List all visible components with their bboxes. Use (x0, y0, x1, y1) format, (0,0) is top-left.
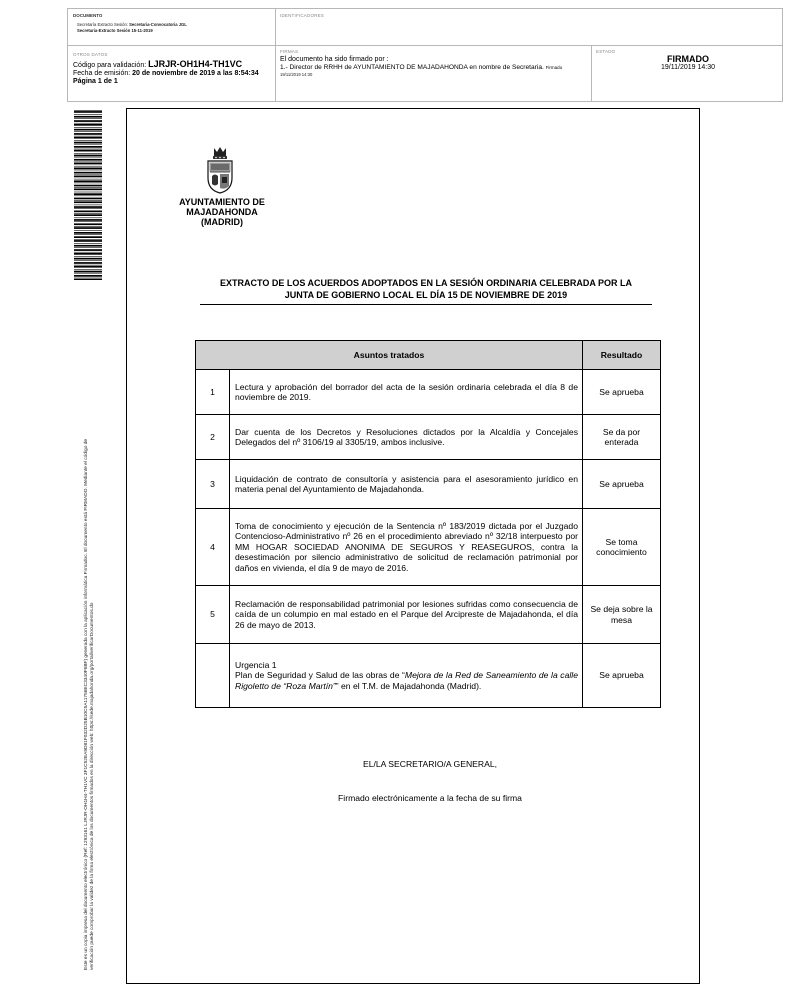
signature-role: EL/LA SECRETARIO/A GENERAL, (362, 759, 498, 769)
row-number: 5 (196, 586, 230, 644)
fecha-emision: 20 de noviembre de 2019 a las 8:54:34 (132, 70, 259, 77)
row-result: Se aprueba (583, 460, 661, 509)
row-number: 3 (196, 460, 230, 509)
fecha-prefix: Fecha de emisión: (73, 70, 133, 77)
org-line3: (MADRID) (201, 217, 243, 227)
firmas-line1: El documento ha sido firmado por : (280, 56, 389, 63)
table-row (196, 644, 661, 708)
organization-name (170, 197, 274, 227)
header-resultado: Resultado (583, 341, 661, 370)
estado-label: ESTADO (596, 49, 616, 54)
agreements-table (195, 340, 661, 708)
estado-cell (596, 49, 780, 71)
row-text: Dar cuenta de los Decretos y Resoluciones dictados por la Alcaldía y Concejales Delegados del nº 3106/19 al 3305/19, ambos inclusive. (230, 415, 583, 460)
identificadores-label: IDENTIFICADORES (280, 13, 325, 18)
urgencia-italic: Mejora de la Red de Saneamiento de la calle Rigoletto de “Roza Martín” (235, 670, 578, 691)
org-line2: MAJADAHONDA (186, 207, 258, 217)
row-number: 1 (196, 370, 230, 415)
coat-of-arms-icon (205, 146, 235, 194)
side-text-line1: Este es un copia impresa del documento electrónico (Ref: 1293161 LJRJR-OH1H4-TH1VC 3F1C52EA9D81F032D25B10C5A11756EC3340F6BF) generada con la aplicación informática Firmadoc. El documento está FIRMADO. Mediante el código de (84, 438, 89, 970)
row-text: Lectura y aprobación del borrador del acta de la sesión ordinaria celebrada el día 8 de noviembre de 2019. (230, 370, 583, 415)
estado-value: FIRMADO (667, 54, 709, 64)
row-text: Liquidación de contrato de consultoría y asistencia para el asesoramiento jurídico en materia penal del Ayuntamiento de Majadahonda. (230, 460, 583, 509)
table-row (196, 370, 661, 415)
table-row (196, 415, 661, 460)
firmas-label: FIRMAS (280, 49, 299, 54)
table-row (196, 460, 661, 509)
urgencia-prefix: Plan de Seguridad y Salud de las obras de “ (235, 670, 405, 681)
row-result: Se toma conocimiento (583, 509, 661, 586)
row-result: Se da por enterada (583, 415, 661, 460)
row-number: 2 (196, 415, 230, 460)
header-asuntos: Asuntos tratados (196, 341, 583, 370)
otros-datos-cell (73, 52, 273, 86)
signature-note: Firmado electrónicamente a la fecha de su firma (338, 793, 522, 803)
codigo-validacion: LJRJR-OH1H4-TH1VC (148, 59, 243, 69)
documento-line1-bold: Secretaria-Convocatoria JGL (129, 22, 187, 27)
pagina: Página 1 de 1 (73, 78, 118, 85)
estado-date: 19/11/2019 14:30 (661, 64, 715, 71)
title-line1: EXTRACTO DE LOS ACUERDOS ADOPTADOS EN LA SESIÓN ORDINARIA CELEBRADA POR LA (219, 278, 633, 288)
documento-label: DOCUMENTO (73, 13, 103, 18)
documento-line1-prefix: Secretaría Extracto Sesión: (77, 22, 130, 27)
documento-line2: Secretaria-Extracto Sesión 15-11-2019 (77, 28, 153, 33)
row-number: 4 (196, 509, 230, 586)
row-text-urgencia (230, 644, 583, 708)
identificadores-cell (280, 13, 324, 18)
row-text: Toma de conocimiento y ejecución de la Sentencia nº 183/2019 dictada por el Juzgado Contencioso-Administrativo nº 26 en el procedimiento abreviado nº 32/18 interpuesto por MM HOGAR SOCIEDAD ANONIMA DE SEGUROS Y REASEGUROS, contra la desestimación por silencio administrativo de solicitud de reclamación patrimonial por daños en vivienda, el día 9 de mayo de 2016. (230, 509, 583, 586)
table-row (196, 509, 661, 586)
row-result: Se aprueba (583, 370, 661, 415)
document-title (200, 277, 652, 301)
table-row (196, 586, 661, 644)
firmas-line2-small: Firmado (545, 65, 563, 70)
firmas-line2: 1.- Director de RRHH de AYUNTAMIENTO DE MAJADAHONDA en nombre de Secretaria. (280, 64, 544, 71)
urgencia-suffix: ” en el T.M. de Majadahonda (Madrid). (335, 680, 482, 691)
table-header-row (196, 341, 661, 370)
title-divider (200, 304, 652, 305)
side-text-line2: verificación puede comprobar la validez de la firma electrónica de los documentos firmados en la dirección web: https://sede.majadahonda.org/portal/verificarDocumentos.do (90, 602, 95, 970)
firmas-cell (280, 49, 588, 78)
barcode-image (74, 110, 102, 280)
title-line2: JUNTA DE GOBIERNO LOCAL EL DÍA 15 DE NOVIEMBRE DE 2019 (284, 290, 568, 300)
otros-datos-label: OTROS DATOS (73, 52, 108, 57)
verification-side-text (84, 300, 96, 970)
row-result: Se deja sobre la mesa (583, 586, 661, 644)
documento-cell (73, 13, 273, 34)
row-result: Se aprueba (583, 644, 661, 708)
row-number (196, 644, 230, 708)
org-line1: AYUNTAMIENTO DE (179, 197, 265, 207)
firmas-date: 19/11/2019 14:30 (280, 72, 313, 77)
document-header (67, 8, 783, 102)
urgencia-title: Urgencia 1 (235, 659, 277, 670)
codigo-prefix: Código para validación: (73, 62, 149, 69)
row-text: Reclamación de responsabilidad patrimonial por lesiones sufridas como consecuencia de caída de un columpio en mal estado en el Parque del Arcipreste de Majadahonda, el día 26 de mayo de 2013. (230, 586, 583, 644)
